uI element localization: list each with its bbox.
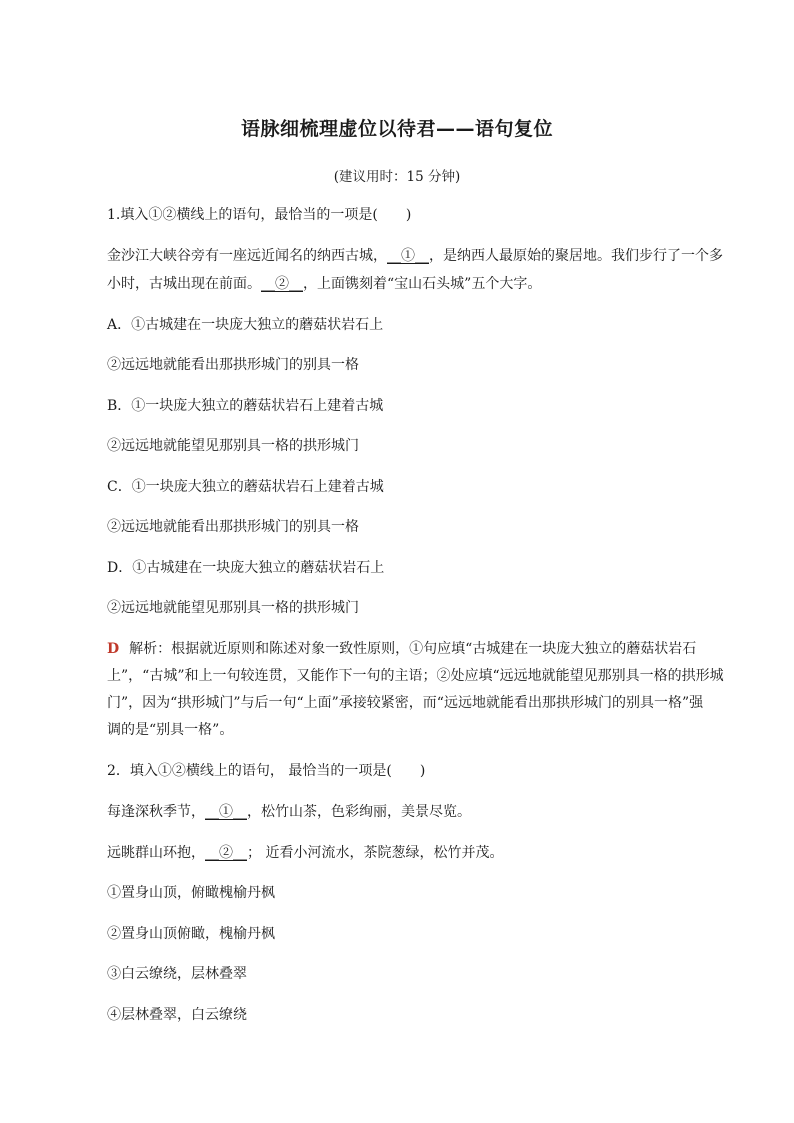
question-1-passage-line-2: 小时，古城出现在前面。__②__，上面镌刻着“宝山石头城”五个大字。 <box>107 276 542 292</box>
question-2-passage-line-2: 远眺群山环抱，__②__； 近看小河流水，茶院葱绿，松竹并茂。 <box>107 845 504 861</box>
analysis-line-1: D 解析：根据就近原则和陈述对象一致性原则，①句应填“古城建在一块庞大独立的蘑菇状岩石 <box>107 641 697 657</box>
question-1-stem: 1.填入①②横线上的语句，最恰当的一项是( ) <box>107 207 412 223</box>
option-d-line-1: D．①古城建在一块庞大独立的蘑菇状岩石上 <box>107 560 385 576</box>
option-b-line-1: B．①一块庞大独立的蘑菇状岩石上建着古城 <box>107 398 384 414</box>
option-a-line-2: ②远远地就能看出那拱形城门的别具一格 <box>107 357 359 373</box>
question-2-stem: 2．填入①②横线上的语句， 最恰当的一项是( ) <box>107 763 426 779</box>
analysis-line-2: 上”，“古城”和上一句较连贯，又能作下一句的主语；②处应填“远远地就能望见那别具一格的拱形城 <box>107 668 724 684</box>
blank-2: __②__ <box>261 276 303 292</box>
time-suggestion: (建议用时：15 分钟) <box>333 169 461 185</box>
answer-label: D <box>107 641 120 657</box>
question-2-item-1: ①置身山顶，俯瞰槐榆丹枫 <box>107 885 275 901</box>
option-c-line-1: C．①一块庞大独立的蘑菇状岩石上建着古城 <box>107 479 384 495</box>
blank-2: __②__ <box>205 845 247 861</box>
analysis-line-3: 门”，因为“拱形城门”与后一句“上面”承接较紧密，而“远远地就能看出那拱形城门的别具一格”强 <box>107 695 704 711</box>
option-d-line-2: ②远远地就能望见那别具一格的拱形城门 <box>107 600 359 616</box>
question-2-passage-line-1: 每逢深秋季节，__①__，松竹山茶，色彩绚丽，美景尽览。 <box>107 804 471 820</box>
blank-1: __①__ <box>387 248 429 264</box>
page-title: 语脉细梳理虚位以待君——语句复位 <box>240 118 553 140</box>
blank-1: __①__ <box>205 804 247 820</box>
analysis-line-4: 调的是“别具一格”。 <box>107 722 234 738</box>
question-2-item-4: ④层林叠翠，白云缭绕 <box>107 1007 247 1023</box>
question-2-item-2: ②置身山顶俯瞰，槐榆丹枫 <box>107 926 275 942</box>
option-b-line-2: ②远远地就能望见那别具一格的拱形城门 <box>107 438 359 454</box>
question-1-passage-line-1: 金沙江大峡谷旁有一座远近闻名的纳西古城，__①__，是纳西人最原始的聚居地。我们步行了一个多 <box>107 248 723 264</box>
option-a-line-1: A．①古城建在一块庞大独立的蘑菇状岩石上 <box>107 317 384 333</box>
option-c-line-2: ②远远地就能看出那拱形城门的别具一格 <box>107 519 359 535</box>
question-2-item-3: ③白云缭绕，层林叠翠 <box>107 966 247 982</box>
